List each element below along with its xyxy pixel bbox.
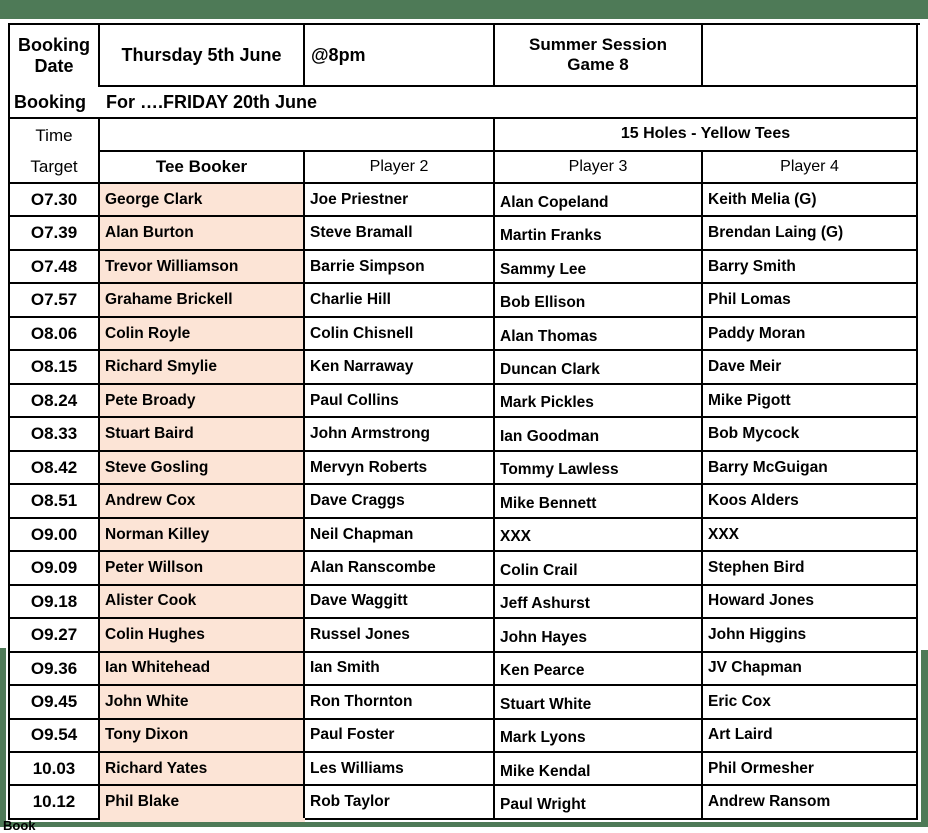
session-day-cell: Thursday 5th June [100,25,305,87]
player3-cell: Mike Kendal [495,753,703,786]
player3-cell: Alan Thomas [495,318,703,351]
tee-time-row [10,753,920,786]
player4-cell: Mike Pigott [703,385,918,418]
tee-time-cell: O9.00 [10,519,100,552]
player4-cell: Brendan Laing (G) [703,217,918,250]
tee-time-cell: O9.45 [10,686,100,719]
header-row-1 [10,25,920,87]
tee-booker-cell: Phil Blake [100,786,305,819]
player3-cell: Stuart White [495,686,703,719]
player3-cell: Bob Ellison [495,284,703,317]
player4-cell: Andrew Ransom [703,786,918,819]
session-time-cell: @8pm [305,25,495,87]
tee-booker-cell: Colin Hughes [100,619,305,652]
tee-time-row [10,284,920,317]
player2-cell: Dave Craggs [305,485,495,518]
tee-booker-cell: Alan Burton [100,217,305,250]
col-header-player4: Player 4 [703,152,918,184]
tee-booker-cell: John White [100,686,305,719]
player3-cell: Ian Goodman [495,418,703,451]
player4-cell: Art Laird [703,720,918,753]
player2-cell: Ian Smith [305,653,495,686]
player4-cell: Koos Alders [703,485,918,518]
player2-cell: Barrie Simpson [305,251,495,284]
clipped-text-fragment [3,818,93,822]
tee-time-row [10,318,920,351]
player4-cell: John Higgins [703,619,918,652]
player3-cell: Sammy Lee [495,251,703,284]
tee-time-cell: 10.12 [10,786,100,819]
tee-time-cell: O8.15 [10,351,100,384]
tee-booker-cell: Richard Yates [100,753,305,786]
header-row-2 [10,87,920,119]
player2-cell: Mervyn Roberts [305,452,495,485]
tee-time-row [10,720,920,753]
tee-time-row [10,586,920,619]
green-frame-bottom [0,822,928,827]
tee-booker-cell: Trevor Williamson [100,251,305,284]
player3-cell: Paul Wright [495,786,703,819]
player3-cell: Mark Lyons [495,720,703,753]
player3-cell: Alan Copeland [495,184,703,217]
player4-cell: JV Chapman [703,653,918,686]
player2-cell: Joe Priestner [305,184,495,217]
player4-cell: Barry Smith [703,251,918,284]
player2-cell: Paul Foster [305,720,495,753]
tee-booker-cell: George Clark [100,184,305,217]
player2-cell: Alan Ranscombe [305,552,495,585]
tee-time-cell: O9.36 [10,653,100,686]
player3-cell: XXX [495,519,703,552]
tee-booker-cell: Colin Royle [100,318,305,351]
player4-cell: Howard Jones [703,586,918,619]
green-frame-right [921,650,928,827]
tee-booker-cell: Steve Gosling [100,452,305,485]
player4-cell: Barry McGuigan [703,452,918,485]
tee-time-row [10,217,920,250]
tee-booker-cell: Grahame Brickell [100,284,305,317]
tee-booker-cell: Richard Smylie [100,351,305,384]
tee-time-cell: O7.57 [10,284,100,317]
player2-cell: Dave Waggitt [305,586,495,619]
player2-cell: John Armstrong [305,418,495,451]
tee-time-row [10,552,920,585]
tee-time-cell: O9.18 [10,586,100,619]
player2-cell: Colin Chisnell [305,318,495,351]
player3-cell: Colin Crail [495,552,703,585]
player3-cell: John Hayes [495,619,703,652]
target-label: Target [10,152,100,184]
tee-time-cell: O7.39 [10,217,100,250]
header-empty-cell [703,25,918,87]
player3-cell: Mike Bennett [495,485,703,518]
header-row-3 [10,119,920,152]
player4-cell: Phil Lomas [703,284,918,317]
tee-time-row [10,786,920,819]
tee-time-row [10,619,920,652]
booking-sheet-table [8,23,920,820]
holes-empty-cell [100,119,495,152]
tee-time-rows [10,184,920,820]
header-row-4 [10,152,920,184]
tee-time-cell: O8.42 [10,452,100,485]
tee-time-row [10,184,920,217]
player2-cell: Russel Jones [305,619,495,652]
tee-time-cell: O8.51 [10,485,100,518]
tee-time-row [10,452,920,485]
col-header-tee-booker: Tee Booker [100,152,305,184]
player4-cell: Bob Mycock [703,418,918,451]
summer-session-cell [495,25,703,87]
tee-time-cell: 10.03 [10,753,100,786]
player2-cell: Paul Collins [305,385,495,418]
tee-time-cell: O9.54 [10,720,100,753]
player4-cell: Phil Ormesher [703,753,918,786]
tee-time-row [10,351,920,384]
tee-time-cell: O8.33 [10,418,100,451]
clipped-next-row-fill [100,818,305,822]
player3-cell: Ken Pearce [495,653,703,686]
tee-booker-cell: Ian Whitehead [100,653,305,686]
tee-booker-cell: Tony Dixon [100,720,305,753]
player2-cell: Charlie Hill [305,284,495,317]
green-frame-top [0,0,928,19]
tee-time-cell: O9.09 [10,552,100,585]
player3-cell: Duncan Clark [495,351,703,384]
tee-time-row [10,485,920,518]
summer-session-line2: Game 8 [567,55,629,74]
tee-time-row [10,519,920,552]
player4-cell: Stephen Bird [703,552,918,585]
time-label: Time [10,119,100,152]
player2-cell: Steve Bramall [305,217,495,250]
player3-cell: Mark Pickles [495,385,703,418]
player2-cell: Les Williams [305,753,495,786]
booking-for-text: For ….FRIDAY 20th June [100,87,918,119]
tee-booker-cell: Norman Killey [100,519,305,552]
tee-booker-cell: Peter Willson [100,552,305,585]
player4-cell: Dave Meir [703,351,918,384]
tee-booker-cell: Alister Cook [100,586,305,619]
tee-time-row [10,385,920,418]
player4-cell: XXX [703,519,918,552]
tee-booker-cell: Andrew Cox [100,485,305,518]
tee-time-cell: O7.48 [10,251,100,284]
player2-cell: Ron Thornton [305,686,495,719]
tee-time-cell: O8.24 [10,385,100,418]
booking-label: Booking [10,87,100,119]
player3-cell: Tommy Lawless [495,452,703,485]
player3-cell: Jeff Ashurst [495,586,703,619]
player4-cell: Eric Cox [703,686,918,719]
tee-booker-cell: Stuart Baird [100,418,305,451]
player2-cell: Neil Chapman [305,519,495,552]
tee-time-row [10,251,920,284]
tee-time-cell: O8.06 [10,318,100,351]
player2-cell: Rob Taylor [305,786,495,819]
player2-cell: Ken Narraway [305,351,495,384]
tee-time-cell: O9.27 [10,619,100,652]
col-header-player2: Player 2 [305,152,495,184]
booking-date-header: Booking Date [10,25,100,87]
holes-info: 15 Holes - Yellow Tees [495,119,918,152]
col-header-player3: Player 3 [495,152,703,184]
player4-cell: Paddy Moran [703,318,918,351]
green-frame-left [0,648,6,827]
tee-time-row [10,653,920,686]
summer-session-line1: Summer Session [529,35,667,55]
player3-cell: Martin Franks [495,217,703,250]
tee-booker-cell: Pete Broady [100,385,305,418]
tee-time-cell: O7.30 [10,184,100,217]
tee-time-row [10,686,920,719]
tee-time-row [10,418,920,451]
player4-cell: Keith Melia (G) [703,184,918,217]
